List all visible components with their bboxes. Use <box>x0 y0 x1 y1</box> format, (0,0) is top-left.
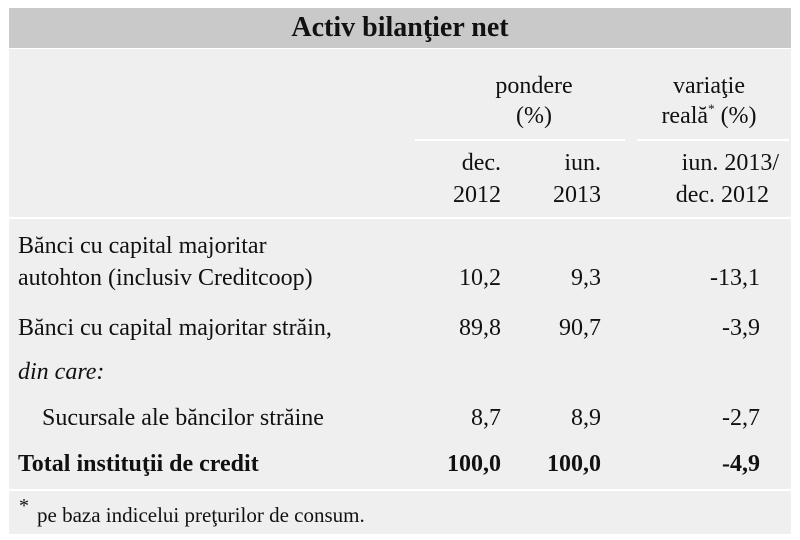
row-iun-value: 9,3 <box>571 265 601 291</box>
header-bottom-rule <box>9 217 791 219</box>
row-variatie-value: -3,9 <box>722 315 760 341</box>
header-pondere: pondere <box>495 73 573 99</box>
row-label-italic: din care: <box>18 359 105 385</box>
row-dec-value: 89,8 <box>459 315 501 341</box>
row-dec-value: 10,2 <box>459 265 501 291</box>
table-body <box>9 49 791 489</box>
header-iun-year: 2013 <box>553 182 601 208</box>
row-label-continued: autohton (inclusiv Creditcoop) <box>18 265 313 291</box>
footnote-marker: * <box>708 101 715 116</box>
total-row-label: Total instituţii de credit <box>18 451 259 477</box>
header-divider-variatie <box>637 139 789 141</box>
footnote <box>9 491 791 534</box>
total-variatie-value: -4,9 <box>722 451 760 477</box>
row-iun-value: 8,9 <box>571 405 601 431</box>
row-variatie-value: -2,7 <box>722 405 760 431</box>
row-variatie-value: -13,1 <box>710 265 760 291</box>
header-variatie-unit: reală* (%) <box>661 101 757 129</box>
footnote-text: pe baza indicelui preţurilor de consum. <box>37 503 365 527</box>
row-iun-value: 90,7 <box>559 315 601 341</box>
footnote-marker: * <box>19 495 29 517</box>
row-dec-value: 8,7 <box>471 405 501 431</box>
header-range: iun. 2013/ <box>681 150 779 176</box>
header-variatie: variaţie <box>673 73 745 99</box>
row-label: Bănci cu capital majoritar <box>18 233 267 259</box>
total-dec-value: 100,0 <box>447 451 501 477</box>
row-label-indented: Sucursale ale băncilor străine <box>42 405 324 431</box>
header-pondere-unit: (%) <box>516 103 552 129</box>
header-dec: dec. <box>461 150 501 176</box>
header-range-end: dec. 2012 <box>675 182 769 208</box>
table-container <box>9 8 791 534</box>
header-iun: iun. <box>564 150 601 176</box>
total-iun-value: 100,0 <box>547 451 601 477</box>
header-dec-year: 2012 <box>453 182 501 208</box>
table-title-bar <box>9 8 791 49</box>
row-label: Bănci cu capital majoritar străin, <box>18 315 332 341</box>
table-title: Activ bilanţier net <box>291 12 509 43</box>
header-divider-pondere <box>415 139 625 141</box>
